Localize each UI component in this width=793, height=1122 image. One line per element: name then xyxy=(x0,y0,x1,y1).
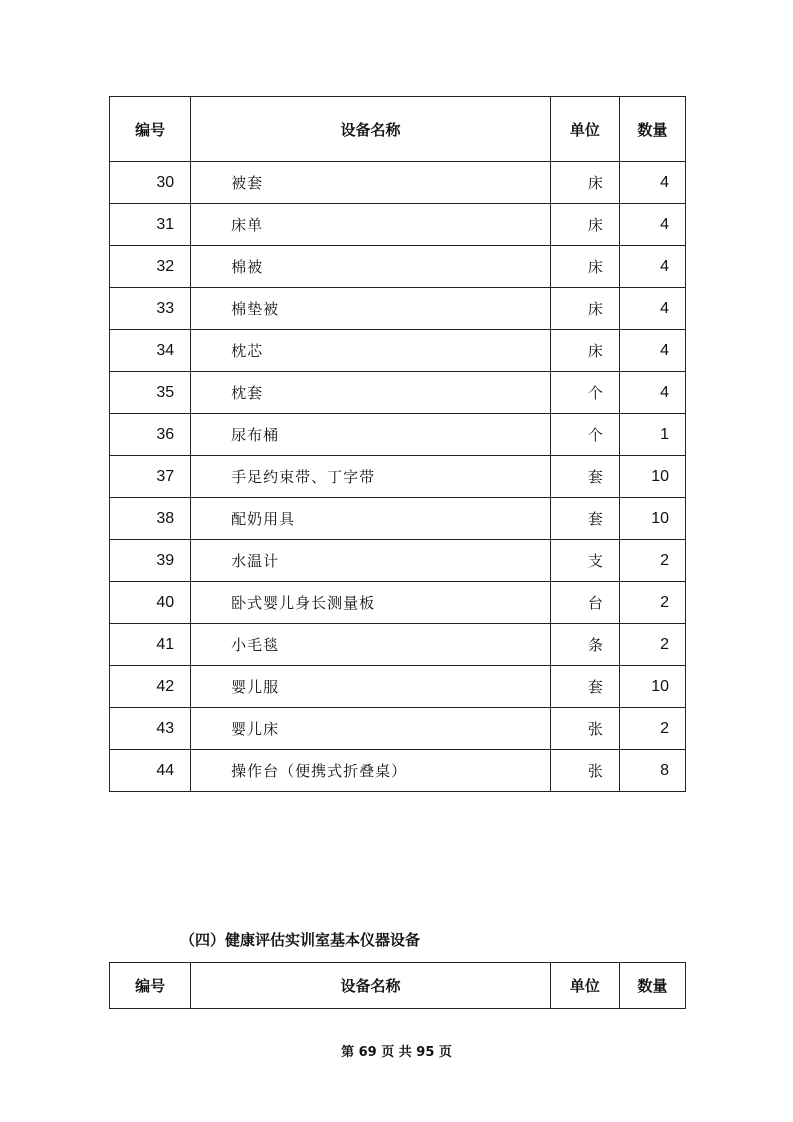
header-number: 编号 xyxy=(110,963,191,1009)
row-quantity: 4 xyxy=(619,162,685,204)
row-equipment-name: 枕套 xyxy=(191,372,551,414)
row-number: 40 xyxy=(110,582,191,624)
table-row xyxy=(110,330,686,372)
row-unit: 条 xyxy=(550,624,619,666)
row-unit: 床 xyxy=(550,288,619,330)
row-number: 32 xyxy=(110,246,191,288)
header-quantity: 数量 xyxy=(619,963,685,1009)
row-quantity: 10 xyxy=(619,456,685,498)
header-equipment-name: 设备名称 xyxy=(191,963,551,1009)
row-quantity: 2 xyxy=(619,582,685,624)
row-equipment-name: 水温计 xyxy=(191,540,551,582)
table-row xyxy=(110,456,686,498)
row-unit: 套 xyxy=(550,498,619,540)
row-unit: 张 xyxy=(550,750,619,792)
row-number: 30 xyxy=(110,162,191,204)
row-unit: 床 xyxy=(550,162,619,204)
equipment-table xyxy=(109,96,686,792)
row-equipment-name: 被套 xyxy=(191,162,551,204)
table-row xyxy=(110,162,686,204)
health-assessment-equipment-table xyxy=(109,962,686,1009)
row-quantity: 8 xyxy=(619,750,685,792)
row-unit: 床 xyxy=(550,330,619,372)
row-number: 36 xyxy=(110,414,191,456)
row-number: 39 xyxy=(110,540,191,582)
row-quantity: 4 xyxy=(619,372,685,414)
row-unit: 套 xyxy=(550,456,619,498)
header-number: 编号 xyxy=(110,97,191,162)
row-quantity: 4 xyxy=(619,288,685,330)
row-equipment-name: 手足约束带、丁字带 xyxy=(191,456,551,498)
table-row xyxy=(110,624,686,666)
table-row xyxy=(110,750,686,792)
header-equipment-name: 设备名称 xyxy=(191,97,551,162)
row-number: 42 xyxy=(110,666,191,708)
table-row xyxy=(110,666,686,708)
row-quantity: 2 xyxy=(619,624,685,666)
row-unit: 个 xyxy=(550,414,619,456)
table-row xyxy=(110,498,686,540)
row-quantity: 4 xyxy=(619,330,685,372)
header-quantity: 数量 xyxy=(619,97,685,162)
row-number: 33 xyxy=(110,288,191,330)
table-row xyxy=(110,708,686,750)
table-row xyxy=(110,204,686,246)
row-unit: 床 xyxy=(550,204,619,246)
row-quantity: 1 xyxy=(619,414,685,456)
row-equipment-name: 床单 xyxy=(191,204,551,246)
row-unit: 张 xyxy=(550,708,619,750)
table-row xyxy=(110,372,686,414)
row-equipment-name: 卧式婴儿身长测量板 xyxy=(191,582,551,624)
row-number: 37 xyxy=(110,456,191,498)
row-unit: 套 xyxy=(550,666,619,708)
row-unit: 台 xyxy=(550,582,619,624)
row-quantity: 10 xyxy=(619,498,685,540)
row-equipment-name: 尿布桶 xyxy=(191,414,551,456)
row-equipment-name: 小毛毯 xyxy=(191,624,551,666)
row-equipment-name: 操作台（便携式折叠桌） xyxy=(191,750,551,792)
table-row xyxy=(110,540,686,582)
row-quantity: 2 xyxy=(619,540,685,582)
row-number: 34 xyxy=(110,330,191,372)
row-unit: 个 xyxy=(550,372,619,414)
row-quantity: 10 xyxy=(619,666,685,708)
section-title: （四）健康评估实训室基本仪器设备 xyxy=(180,931,421,949)
header-unit: 单位 xyxy=(550,97,619,162)
row-unit: 支 xyxy=(550,540,619,582)
row-equipment-name: 婴儿床 xyxy=(191,708,551,750)
table-row xyxy=(110,246,686,288)
row-unit: 床 xyxy=(550,246,619,288)
row-number: 41 xyxy=(110,624,191,666)
row-number: 43 xyxy=(110,708,191,750)
table-header-row xyxy=(110,963,686,1009)
row-number: 35 xyxy=(110,372,191,414)
table-row xyxy=(110,288,686,330)
row-equipment-name: 配奶用具 xyxy=(191,498,551,540)
page-footer: 第 69 页 共 95 页 xyxy=(341,1045,452,1060)
header-unit: 单位 xyxy=(550,963,619,1009)
row-equipment-name: 棉被 xyxy=(191,246,551,288)
row-quantity: 4 xyxy=(619,246,685,288)
row-number: 44 xyxy=(110,750,191,792)
row-equipment-name: 枕芯 xyxy=(191,330,551,372)
row-number: 38 xyxy=(110,498,191,540)
row-number: 31 xyxy=(110,204,191,246)
row-equipment-name: 棉垫被 xyxy=(191,288,551,330)
row-quantity: 2 xyxy=(619,708,685,750)
row-quantity: 4 xyxy=(619,204,685,246)
table-row xyxy=(110,582,686,624)
table-header-row xyxy=(110,97,686,162)
table-row xyxy=(110,414,686,456)
row-equipment-name: 婴儿服 xyxy=(191,666,551,708)
